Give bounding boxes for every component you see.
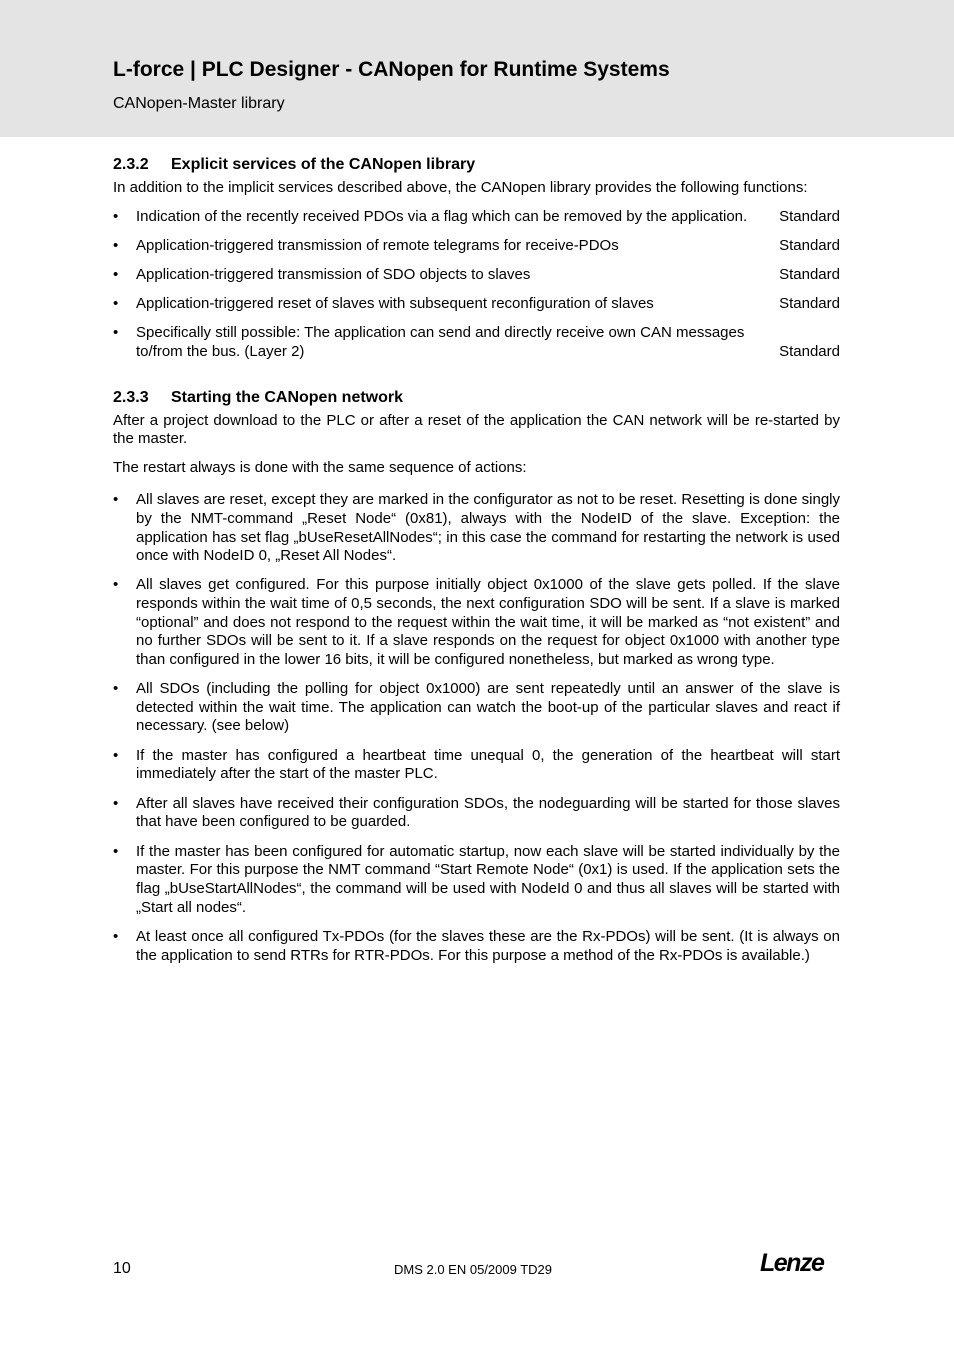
standard-tag: Standard [779,342,840,360]
intro-paragraph: In addition to the implicit services described above, the CANopen library provides the following functions: [113,179,808,196]
list-item [113,295,840,314]
restart-sequence-list [113,491,840,965]
list-item [113,324,840,361]
document-subtitle: CANopen-Master library [113,95,285,112]
paragraph: After a project download to the PLC or after a reset of the application the CAN network will be re-started by the master. [113,411,840,448]
document-title: L-force | PLC Designer - CANopen for Runtime Systems [113,58,670,81]
list-item [113,237,840,256]
standard-tag: Standard [779,207,840,225]
list-item: • At least once all configured Tx-PDOs (for the slaves these are the Rx-PDOs) will be sent. (It is always on the application to send RTRs for RTR-PDOs. For this purpose a method of the Rx-PDOs is available.) [113,928,840,965]
section-heading-starting-network [113,388,840,408]
document-reference: DMS 2.0 EN 05/2009 TD29 [394,1262,553,1277]
list-item: • All slaves are reset, except they are marked in the configurator as not to be reset. Resetting is done singly by the NMT-command „Reset Node“ (0x81), always with the NodeID of the slave. Exception: the application has set flag „bUseResetAllNodes“; in this case the command for restarting the network is used once with NodeID 0, „Reset All Nodes“. [113,491,840,565]
standard-tag: Standard [779,236,840,254]
section-title: Explicit services of the CANopen library [171,156,476,173]
section-number: 2.3.3 [113,388,149,406]
list-item-text: • Application-triggered transmission of remote telegrams for receive-PDOs [136,236,619,254]
list-item: • All slaves get configured. For this purpose initially object 0x1000 of the slave gets polled. If the slave responds within the wait time of 0,5 seconds, the next configuration SDO will be sent. If a slave is marked “optional” and does not respond to the request within the wait time, it will be marked as “not existent” and no further SDOs will be sent to it. If a slave responds on the request for object 0x1000 with another type than configured in the lower 16 bits, it will be configured nonetheless, but marked as wrong type. [113,576,840,669]
list-item: • After all slaves have received their configuration SDOs, the nodeguarding will be started for those slaves that have been configured to be guarded. [113,795,840,832]
section-title: Starting the CANopen network [171,388,404,406]
list-item: • All SDOs (including the polling for object 0x1000) are sent repeatedly until an answer of the slave is detected within the wait time. The application can watch the boot-up of the particular slaves and react if necessary. (see below) [113,680,840,736]
main-content [113,155,840,976]
list-item-text: • Specifically still possible: The application can send and directly receive own CAN messages to/from the bus. (Layer 2) [136,324,745,360]
list-item [113,266,840,285]
list-item-text: • Indication of the recently received PDOs via a flag which can be removed by the application. [136,207,748,225]
paragraph: The restart always is done with the same sequence of actions: [113,458,527,476]
standard-tag: Standard [779,295,840,313]
section-heading-explicit-services [113,155,840,175]
lenze-logo: Lenze [760,1249,824,1277]
standard-tag: Standard [779,265,840,283]
list-item-text: • Application-triggered reset of slaves with subsequent reconfiguration of slaves [136,295,654,313]
services-list [113,208,840,362]
list-item: • If the master has been configured for automatic startup, now each slave will be started individually by the master. For this purpose the NMT command “Start Remote Node“ (0x1) is used. If the application sets the flag „bUseStartAllNodes“, the command will be used with NodeId 0 and thus all slaves will be started with „Start all nodes“. [113,843,840,917]
page-number: 10 [113,1260,131,1277]
section-number: 2.3.2 [113,156,149,173]
list-item: • If the master has configured a heartbeat time unequal 0, the generation of the heartbeat will start immediately after the start of the master PLC. [113,747,840,784]
list-item [113,208,840,227]
list-item-text: • Application-triggered transmission of SDO objects to slaves [136,265,531,283]
